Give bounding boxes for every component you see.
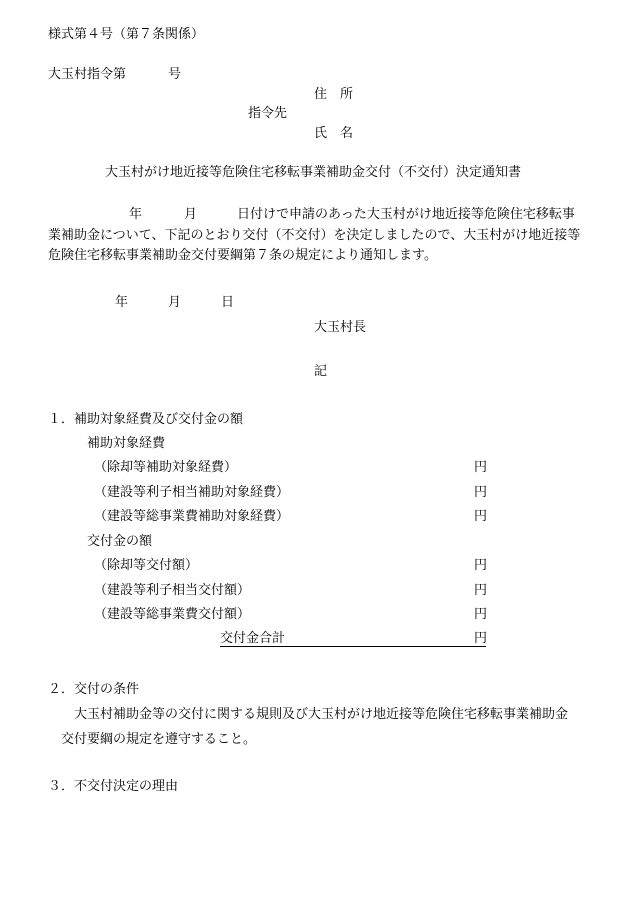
section3-heading: ３．不交付決定の理由 bbox=[48, 779, 179, 794]
grant-item-unit: 円 bbox=[474, 607, 488, 622]
total-row bbox=[220, 632, 486, 647]
section1-heading: １．補助対象経費及び交付金の額 bbox=[48, 412, 244, 427]
subsidy-item-label: （建設等総事業費補助対象経費） bbox=[94, 509, 290, 524]
date-month: 月 bbox=[168, 295, 182, 310]
total-unit: 円 bbox=[474, 631, 488, 646]
grant-item-label: （除却等交付額） bbox=[94, 558, 199, 573]
subsidy-item-unit: 円 bbox=[474, 460, 488, 475]
subsidy-item-unit: 円 bbox=[474, 509, 488, 524]
intro-year-label: 年 bbox=[129, 207, 143, 222]
grant-item-label: （建設等総事業費交付額） bbox=[94, 607, 251, 622]
subsidy-item-label: （除却等補助対象経費） bbox=[94, 460, 238, 475]
command-number-prefix: 大玉村指令第 bbox=[48, 67, 127, 82]
form-number: 様式第４号（第７条関係） bbox=[48, 27, 205, 42]
intro-line1: 日付けで申請のあった大玉村がけ地近接等危険住宅移転事 bbox=[237, 207, 575, 222]
section2-line1: 大玉村補助金等の交付に関する規則及び大玉村がけ地近接等危険住宅移転事業補助金 bbox=[74, 707, 569, 722]
subsidy-item-unit: 円 bbox=[474, 485, 488, 500]
subsidy-item-label: （建設等利子相当補助対象経費） bbox=[94, 485, 290, 500]
section2-heading: ２．交付の条件 bbox=[48, 682, 140, 697]
date-day: 日 bbox=[221, 295, 235, 310]
grant-heading: 交付金の額 bbox=[87, 534, 153, 549]
section2-line2: 交付要綱の規定を遵守すること。 bbox=[61, 732, 257, 747]
intro-month-label: 月 bbox=[184, 207, 198, 222]
total-label: 交付金合計 bbox=[220, 631, 286, 646]
intro-line2: 業補助金について、下記のとおり交付（不交付）を決定しましたので、大玉村がけ地近接等 bbox=[48, 228, 581, 243]
date-year: 年 bbox=[115, 295, 129, 310]
intro-line3: 危険住宅移転事業補助金交付要綱第７条の規定により通知します。 bbox=[48, 248, 437, 263]
issuer: 大玉村長 bbox=[314, 320, 367, 335]
grant-item-unit: 円 bbox=[474, 558, 488, 573]
subsidy-heading: 補助対象経費 bbox=[87, 436, 166, 451]
recipient-label: 指令先 bbox=[248, 106, 288, 121]
address-label: 住 所 bbox=[314, 87, 354, 102]
command-number-suffix: 号 bbox=[168, 67, 182, 82]
name-label: 氏 名 bbox=[314, 126, 354, 141]
ki-marker: 記 bbox=[314, 364, 328, 379]
grant-item-unit: 円 bbox=[474, 583, 488, 598]
document-title: 大玉村がけ地近接等危険住宅移転事業補助金交付（不交付）決定通知書 bbox=[105, 165, 522, 180]
grant-item-label: （建設等利子相当交付額） bbox=[94, 583, 251, 598]
